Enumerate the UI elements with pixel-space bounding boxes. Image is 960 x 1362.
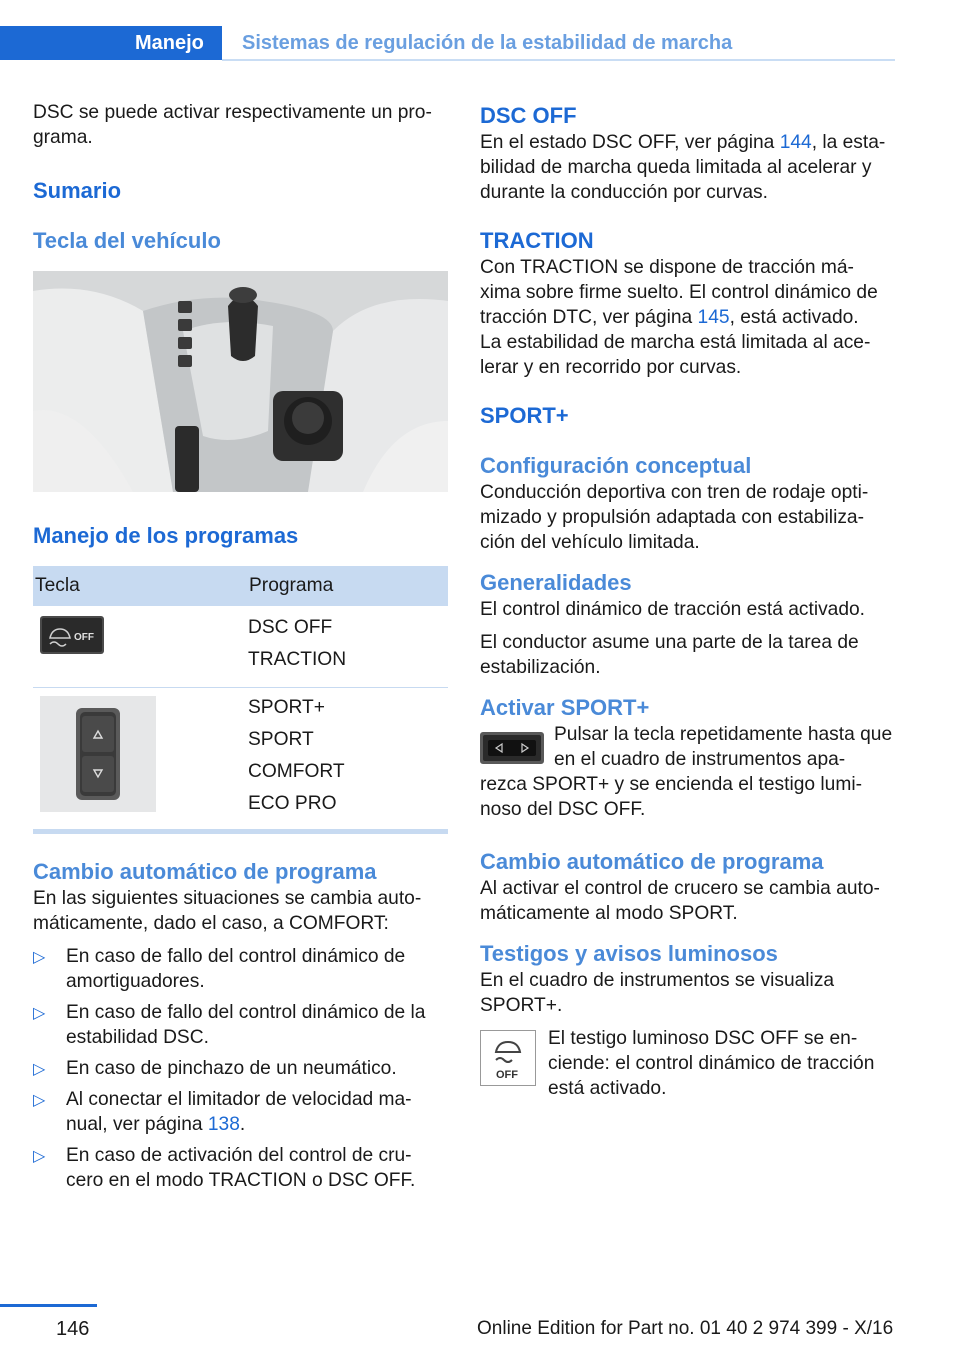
bullet-triangle-icon: ▷ [33, 1005, 46, 1022]
bullet-triangle-icon: ▷ [33, 1061, 46, 1078]
heading-activar-sport-plus: Activar SPORT+ [480, 695, 650, 720]
right-column [480, 100, 895, 1106]
dsc-off-indicator-icon [480, 1030, 536, 1086]
footer-rule [0, 1304, 97, 1307]
heading-sport-plus: SPORT+ [480, 403, 569, 428]
program-eco-pro: ECO PRO [248, 793, 337, 814]
console-illustration [33, 271, 448, 492]
activar-paragraph-a: Pulsar la tecla repetidamente hasta que en el cuadro de instrumentos apa‐ [554, 724, 893, 770]
testigo-block [480, 1026, 895, 1106]
general-paragraph-1: El control dinámico de tracción está activado. [480, 599, 866, 620]
heading-traction: TRACTION [480, 228, 594, 253]
testigos-paragraph: En el cuadro de instrumentos se visualiza SPORT+. [480, 970, 835, 1016]
heading-dsc-off: DSC OFF [480, 103, 577, 128]
table-row [33, 688, 448, 832]
bullet-triangle-icon: ▷ [33, 1148, 46, 1165]
heading-cambio-automatico-2: Cambio automático de programa [480, 849, 824, 874]
running-header [0, 26, 895, 62]
heading-manejo-programas: Manejo de los programas [33, 523, 299, 548]
page-number: 146 [56, 1318, 90, 1340]
program-traction: TRACTION [248, 649, 347, 670]
traction-paragraph: Con TRACTION se dispone de tracción má‐ xima sobre firme suelto. El control dinámico de tracción DTC, ver página 145, está activado. [480, 257, 878, 328]
page-link-138[interactable]: 138 [207, 1114, 240, 1135]
cambio-paragraph: En las siguientes situaciones se cambia auto‐ máticamente, dado el caso, a COMFORT: [33, 888, 422, 934]
left-column [33, 100, 448, 1199]
config-paragraph: Conducción deportiva con tren de rodaje opti‐ mizado y propulsión adaptada con estabiliza‐ ción del vehículo limitada. [480, 482, 869, 553]
mode-rocker-switch-icon [40, 696, 156, 812]
header-rule [222, 59, 895, 61]
svg-text:OFF: OFF [496, 1069, 518, 1081]
list-item: ▷ En caso de fallo del control dinámico de la estabilidad DSC. [33, 1002, 426, 1048]
list-item: ▷ Al conectar el limitador de velocidad ma‐ nual, ver página 138. [33, 1089, 412, 1135]
list-item: ▷ En caso de activación del control de cru‐ cero en el modo TRACTION o DSC OFF. [33, 1145, 416, 1191]
col-programa: Programa [247, 566, 448, 606]
program-table [33, 566, 448, 834]
table-row [33, 606, 448, 688]
page-link-145[interactable]: 145 [697, 307, 730, 328]
list-item: ▷ En caso de pinchazo de un neumático. [33, 1056, 448, 1081]
rocker-key-icon [480, 732, 544, 764]
program-dsc-off: DSC OFF [248, 617, 333, 638]
cambio-paragraph-2: Al activar el control de crucero se cambia auto‐ máticamente al modo SPORT. [480, 878, 880, 924]
dsc-off-button-icon [40, 616, 104, 654]
general-paragraph-2: El conductor asume una parte de la tarea de estabilización. [480, 632, 859, 678]
program-sport: SPORT [248, 729, 314, 750]
intro-paragraph: DSC se puede activar respectivamente un pro‐ grama. [33, 102, 432, 148]
conditions-list [33, 944, 448, 1193]
header-chapter-title: Sistemas de regulación de la estabilidad de marcha [242, 32, 733, 54]
console-photo [33, 271, 448, 492]
activar-block [480, 722, 895, 772]
program-sport-plus: SPORT+ [248, 697, 325, 718]
activar-paragraph-b: rezca SPORT+ y se encienda el testigo lumi‐ noso del DSC OFF. [480, 774, 862, 820]
edition-note: Online Edition for Part no. 01 40 2 974 399 - X/16 [477, 1318, 894, 1339]
list-item: ▷ En caso de fallo del control dinámico de amortiguadores. [33, 946, 406, 992]
heading-tecla-vehiculo: Tecla del vehículo [33, 228, 221, 253]
program-comfort: COMFORT [248, 761, 345, 782]
svg-text:OFF: OFF [74, 632, 94, 643]
col-tecla: Tecla [33, 566, 247, 606]
table-header-row [33, 566, 448, 606]
testigos-icon-paragraph: El testigo luminoso DSC OFF se en‐ ciende: el control dinámico de tracción está activado. [548, 1028, 875, 1099]
bullet-triangle-icon: ▷ [33, 949, 46, 966]
heading-generalidades: Generalidades [480, 570, 632, 595]
bullet-triangle-icon: ▷ [33, 1092, 46, 1109]
header-section-label: Manejo [135, 32, 204, 54]
dsc-off-paragraph: En el estado DSC OFF, ver página 144, la esta‐ bilidad de marcha queda limitada al acelerar y durante la conducción por curvas. [480, 132, 886, 203]
heading-configuracion: Configuración conceptual [480, 453, 752, 478]
heading-testigos: Testigos y avisos luminosos [480, 941, 778, 966]
heading-sumario: Sumario [33, 178, 122, 203]
heading-cambio-automatico: Cambio automático de programa [33, 859, 377, 884]
traction-paragraph-2: La estabilidad de marcha está limitada al ace‐ lerar y en recorrido por curvas. [480, 332, 871, 378]
page-link-144[interactable]: 144 [779, 132, 812, 153]
